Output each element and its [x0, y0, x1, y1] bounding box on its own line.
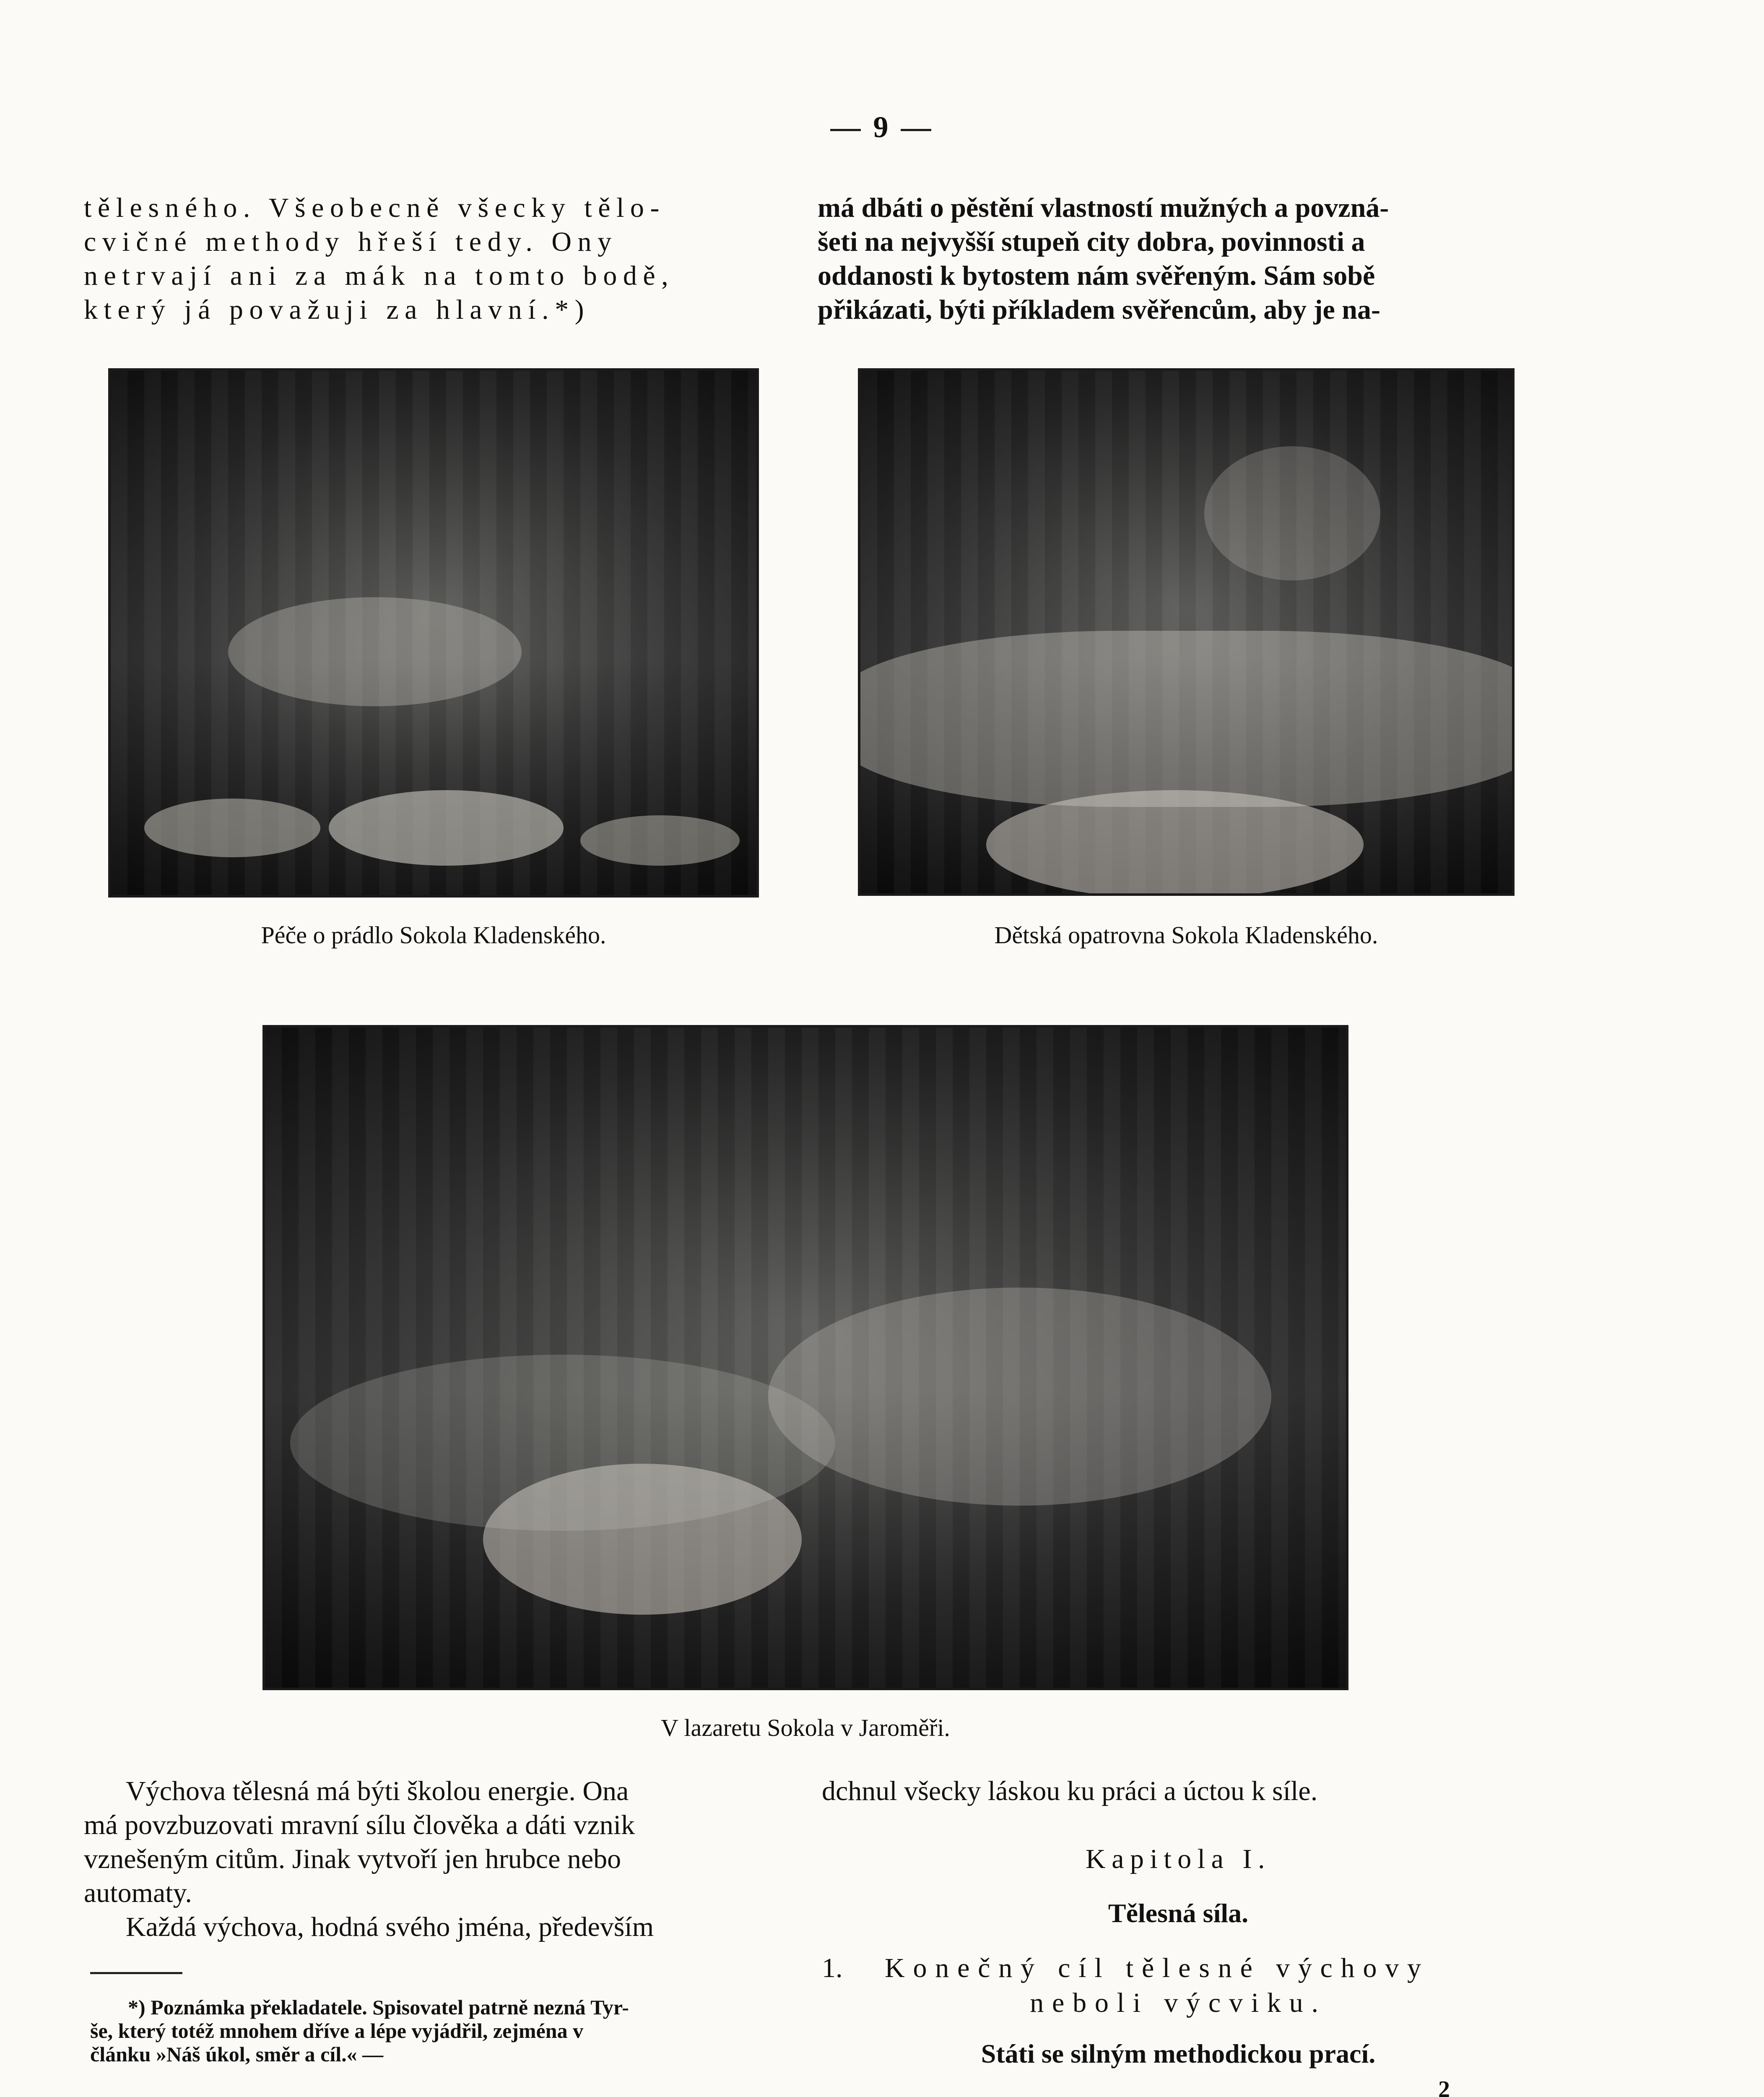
chapter-heading: Kapitola I.: [1086, 1844, 1271, 1874]
text-line: oddanosti k bytostem nám svěřeným. Sám sobě: [818, 260, 1375, 291]
footnote-line: *) Poznámka překladatele. Spisovatel patrně nezná Tyr-: [128, 1996, 629, 2019]
photo-nursery: [858, 368, 1515, 896]
section-title-line1: Konečný cíl tělesné výchovy: [885, 1953, 1429, 1983]
top-left-column: [84, 191, 788, 327]
top-right-column: [818, 191, 1530, 327]
text-line: přikázati, býti příkladem svěřencům, aby je na-: [818, 294, 1380, 325]
text-line: který já považuji za hlavní.*): [84, 294, 590, 325]
caption-hospital: V lazaretu Sokola v Jaroměři.: [661, 1714, 950, 1741]
text-line: vznešeným citům. Jinak vytvoří jen hrubce nebo: [84, 1844, 621, 1874]
photo-hospital: [262, 1025, 1348, 1690]
text-line: má dbáti o pěstění vlastností mužných a povzná-: [818, 193, 1389, 223]
footnote: [90, 1996, 795, 2066]
signature-mark: 2: [1438, 2076, 1450, 2097]
text-line: tělesného. Všeobecně všecky tělo-: [84, 193, 665, 223]
bottom-left-column: [84, 1774, 797, 1944]
text-line: netrvají ani za mák na tomto bodě,: [84, 260, 675, 291]
footnote-line: še, který totéž mnohem dříve a lépe vyjádřil, zejména v: [90, 2019, 584, 2042]
footnote-rule: [90, 1972, 182, 1974]
caption-nursery: Dětská opatrovna Sokola Kladenského.: [994, 921, 1378, 949]
text-line: šeti na nejvyšší stupeň city dobra, povinnosti a: [818, 226, 1365, 257]
section-number: 1.: [822, 1953, 843, 1983]
footnote-line: článku »Náš úkol, směr a cíl.« —: [90, 2042, 384, 2066]
text-line: Každá výchova, hodná svého jména, především: [126, 1912, 654, 1942]
text-line: Výchova tělesná má býti školou energie. Ona: [126, 1776, 629, 1806]
page-number: — 9 —: [830, 110, 934, 144]
chapter-title: Tělesná síla.: [1108, 1898, 1249, 1928]
text-line: automaty.: [84, 1878, 192, 1908]
text-line: má povzbuzovati mravní sílu člověka a dáti vznik: [84, 1810, 635, 1840]
bottom-right-line: dchnul všecky láskou ku práci a úctou k síle.: [822, 1776, 1318, 1806]
caption-laundry-care: Péče o prádlo Sokola Kladenského.: [261, 921, 606, 949]
photo-laundry-care: [108, 368, 759, 898]
section-subtitle: Státi se silným methodickou prací.: [981, 2039, 1376, 2068]
section-title-line2: neboli výcviku.: [1030, 1988, 1327, 2018]
text-line: cvičné methody hřeší tedy. Ony: [84, 226, 618, 257]
